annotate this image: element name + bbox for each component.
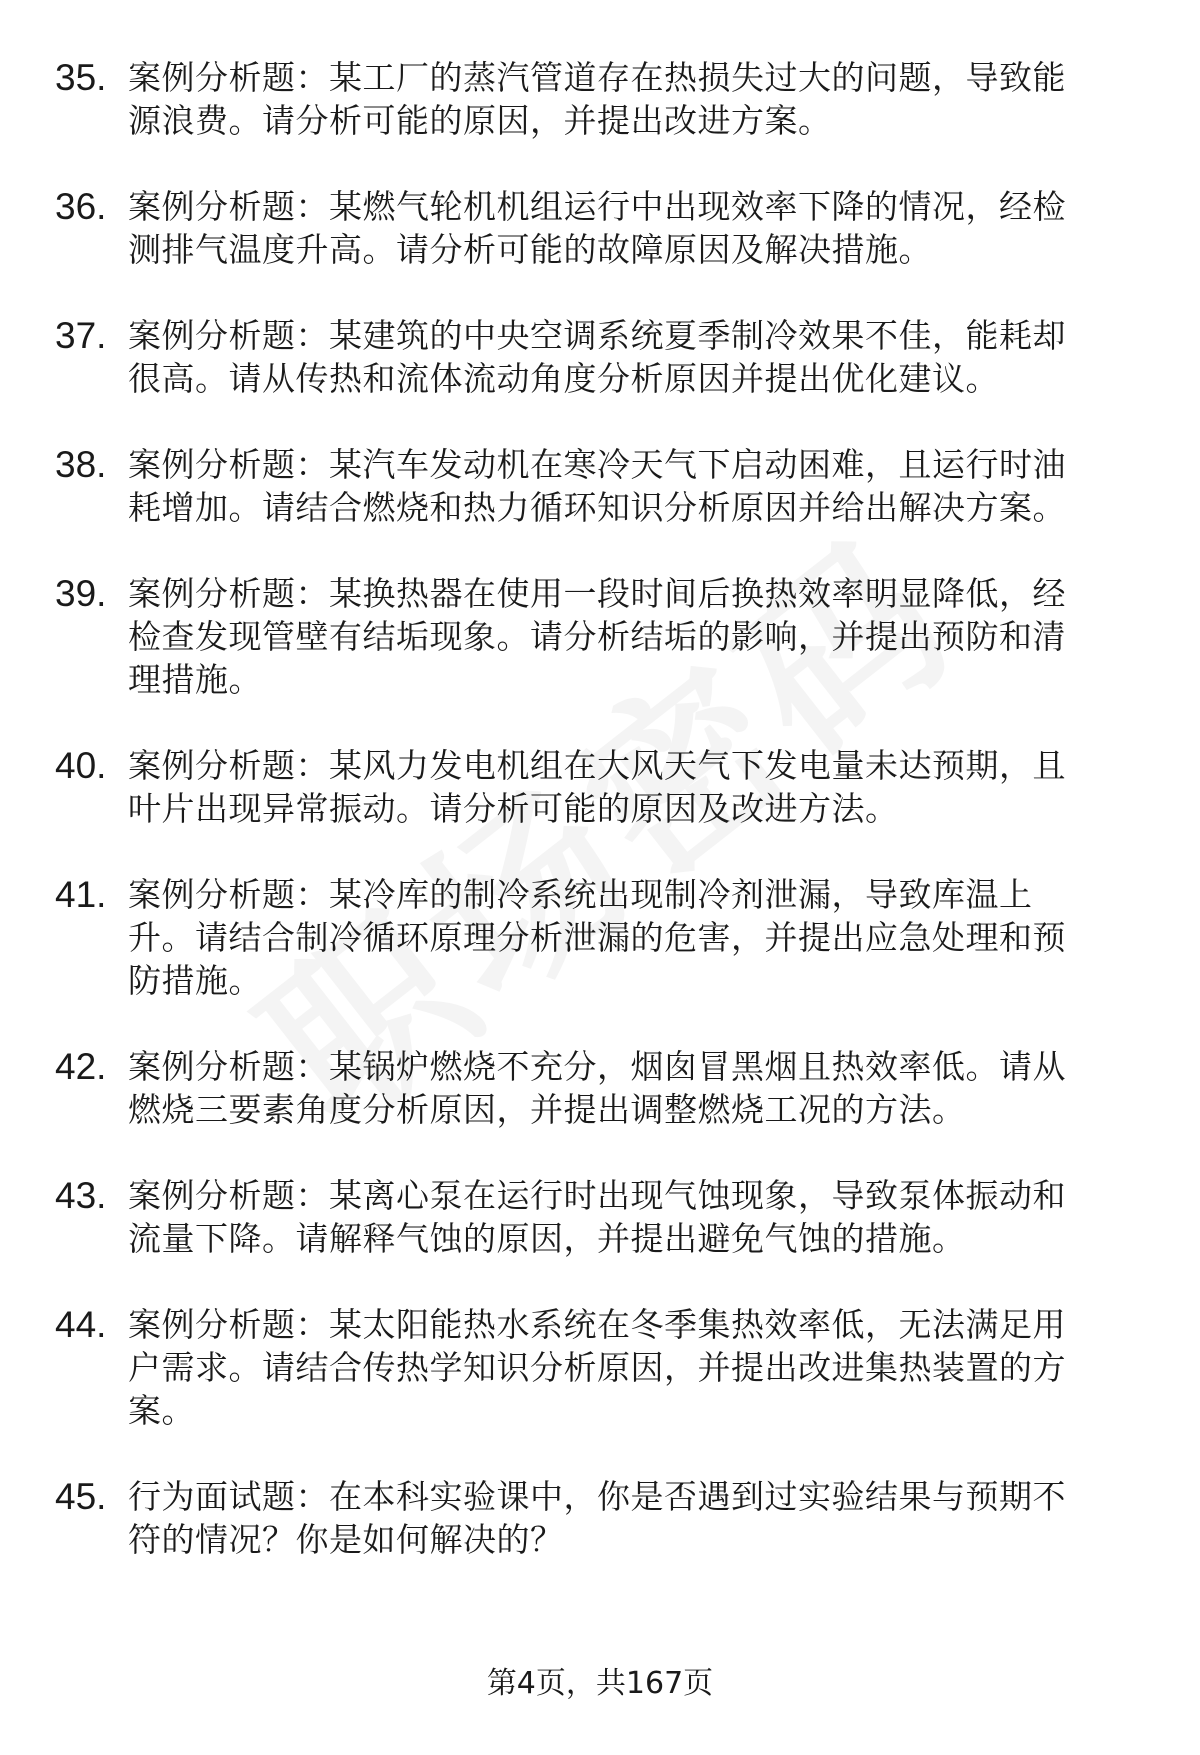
page-footer bbox=[0, 1658, 1200, 1702]
question-item bbox=[0, 56, 1200, 140]
question-item bbox=[0, 873, 1200, 1000]
question-text-line: 案例分析题：某燃气轮机机组运行中出现效率下降的情况，经检 bbox=[128, 187, 1066, 226]
question-number: 35. bbox=[55, 57, 107, 98]
question-text-line: 案例分析题：某工厂的蒸汽管道存在热损失过大的问题，导致能 bbox=[128, 58, 1066, 97]
question-number: 41. bbox=[55, 874, 107, 915]
question-item bbox=[0, 744, 1200, 828]
question-text-line: 案例分析题：某太阳能热水系统在冬季集热效率低，无法满足用 bbox=[128, 1305, 1066, 1344]
question-number: 38. bbox=[55, 444, 107, 485]
question-text bbox=[128, 1303, 1148, 1432]
question-number: 42. bbox=[55, 1046, 107, 1087]
question-text-line: 符的情况？你是如何解决的？ bbox=[128, 1520, 564, 1559]
question-number: 36. bbox=[55, 186, 107, 227]
question-item bbox=[0, 443, 1200, 527]
question-item bbox=[0, 1475, 1200, 1559]
question-text bbox=[128, 185, 1148, 271]
question-item bbox=[0, 314, 1200, 398]
question-text-line: 耗增加。请结合燃烧和热力循环知识分析原因并给出解决方案。 bbox=[128, 488, 1066, 527]
question-item bbox=[0, 1045, 1200, 1129]
question-item bbox=[0, 572, 1200, 699]
question-text bbox=[128, 314, 1148, 400]
question-text-line: 行为面试题：在本科实验课中，你是否遇到过实验结果与预期不 bbox=[128, 1477, 1066, 1516]
question-item bbox=[0, 1303, 1200, 1430]
question-text bbox=[128, 744, 1148, 830]
question-text-line: 理措施。 bbox=[128, 660, 262, 699]
question-number: 39. bbox=[55, 573, 107, 614]
question-text-line: 流量下降。请解释气蚀的原因，并提出避免气蚀的措施。 bbox=[128, 1219, 966, 1258]
question-list bbox=[0, 56, 1200, 1604]
question-text bbox=[128, 443, 1148, 529]
question-text-line: 升。请结合制冷循环原理分析泄漏的危害，并提出应急处理和预 bbox=[128, 918, 1066, 957]
question-text bbox=[128, 1045, 1148, 1131]
question-text-line: 很高。请从传热和流体流动角度分析原因并提出优化建议。 bbox=[128, 359, 999, 398]
question-text-line: 案例分析题：某离心泵在运行时出现气蚀现象，导致泵体振动和 bbox=[128, 1176, 1066, 1215]
question-text-line: 案例分析题：某汽车发动机在寒冷天气下启动困难，且运行时油 bbox=[128, 445, 1066, 484]
question-number: 40. bbox=[55, 745, 107, 786]
question-text-line: 案例分析题：某建筑的中央空调系统夏季制冷效果不佳，能耗却 bbox=[128, 316, 1066, 355]
question-number: 43. bbox=[55, 1175, 107, 1216]
page-number-label: 第4页，共167页 bbox=[486, 1666, 714, 1701]
question-text bbox=[128, 873, 1148, 1002]
question-text-line: 检查发现管壁有结垢现象。请分析结垢的影响，并提出预防和清 bbox=[128, 617, 1066, 656]
question-text-line: 源浪费。请分析可能的原因，并提出改进方案。 bbox=[128, 101, 832, 140]
question-text-line: 户需求。请结合传热学知识分析原因，并提出改进集热装置的方 bbox=[128, 1348, 1066, 1387]
question-text-line: 案例分析题：某风力发电机组在大风天气下发电量未达预期，且 bbox=[128, 746, 1066, 785]
question-text-line: 案例分析题：某锅炉燃烧不充分，烟囱冒黑烟且热效率低。请从 bbox=[128, 1047, 1066, 1086]
question-number: 37. bbox=[55, 315, 107, 356]
question-text-line: 案例分析题：某冷库的制冷系统出现制冷剂泄漏，导致库温上 bbox=[128, 875, 1033, 914]
question-item bbox=[0, 1174, 1200, 1258]
question-text-line: 防措施。 bbox=[128, 961, 262, 1000]
question-text bbox=[128, 56, 1148, 142]
question-text-line: 叶片出现异常振动。请分析可能的原因及改进方法。 bbox=[128, 789, 899, 828]
question-text-line: 燃烧三要素角度分析原因，并提出调整燃烧工况的方法。 bbox=[128, 1090, 966, 1129]
question-item bbox=[0, 185, 1200, 269]
question-number: 45. bbox=[55, 1476, 107, 1517]
question-text bbox=[128, 1174, 1148, 1260]
question-text-line: 测排气温度升高。请分析可能的故障原因及解决措施。 bbox=[128, 230, 932, 269]
question-text-line: 案例分析题：某换热器在使用一段时间后换热效率明显降低，经 bbox=[128, 574, 1066, 613]
question-text bbox=[128, 572, 1148, 701]
question-number: 44. bbox=[55, 1304, 107, 1345]
question-text bbox=[128, 1475, 1148, 1561]
question-text-line: 案。 bbox=[128, 1391, 195, 1430]
